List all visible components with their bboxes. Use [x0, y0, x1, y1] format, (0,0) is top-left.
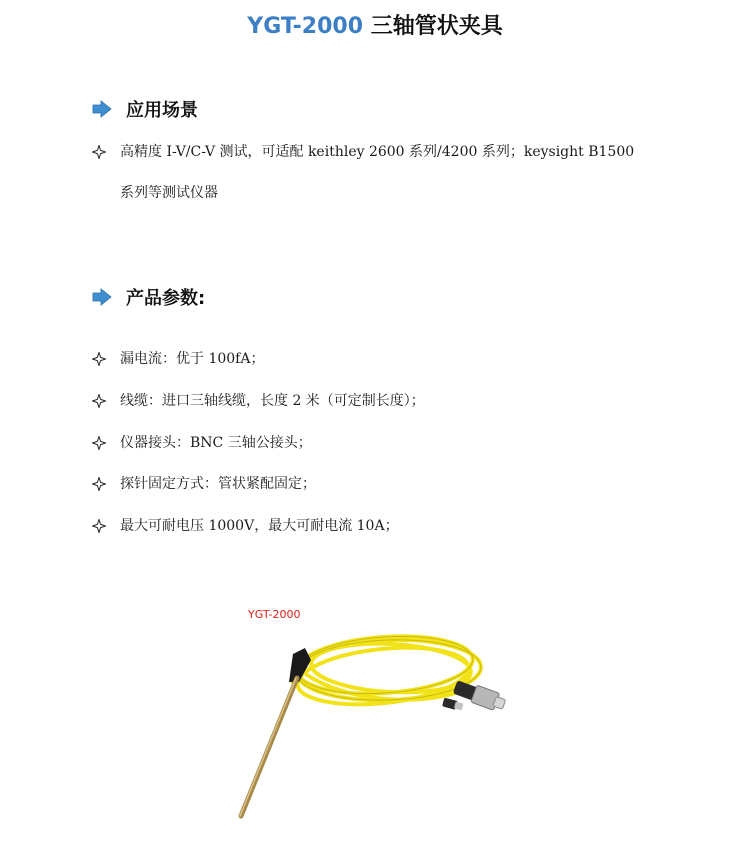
page-title: [0, 12, 750, 42]
section-heading-label: 产品参数:: [126, 288, 206, 309]
four-point-star-icon: [92, 477, 106, 491]
right-arrow-icon: [92, 100, 112, 118]
section-heading-label: 应用场景: [126, 100, 198, 121]
photo-label: YGT-2000: [248, 608, 301, 621]
list-item: [92, 391, 425, 411]
list-item: [92, 433, 312, 453]
list-item-text: 高精度 I-V/C-V 测试，可适配 keithley 2600 系列/4200 系列；keysight B1500: [120, 144, 635, 160]
four-point-star-icon: [92, 352, 106, 366]
four-point-star-icon: [92, 519, 106, 533]
product-photo: [225, 620, 525, 825]
list-item: [92, 474, 316, 494]
title-name: 三轴管状夹具: [370, 14, 503, 39]
four-point-star-icon: [92, 394, 106, 408]
section-heading-parameters: [92, 284, 205, 310]
list-item-text: 漏电流：优于 100fA；: [120, 351, 265, 367]
list-item-text: 探针固定方式：管状紧配固定；: [120, 476, 316, 492]
list-item: [92, 349, 264, 369]
four-point-star-icon: [92, 436, 106, 450]
list-item-continuation: 系列等测试仪器: [120, 185, 218, 201]
list-item-text: 最大可耐电压 1000V，最大可耐电流 10A；: [120, 518, 399, 534]
list-item: [92, 516, 399, 536]
list-item-text: 仪器接头：BNC 三轴公接头；: [120, 435, 312, 451]
title-model: YGT-2000: [247, 14, 364, 39]
four-point-star-icon: [92, 145, 106, 159]
right-arrow-icon: [92, 288, 112, 306]
section-heading-application: [92, 96, 198, 122]
list-item: [92, 142, 634, 162]
list-item-text: 线缆：进口三轴线缆，长度 2 米（可定制长度）；: [120, 393, 425, 409]
